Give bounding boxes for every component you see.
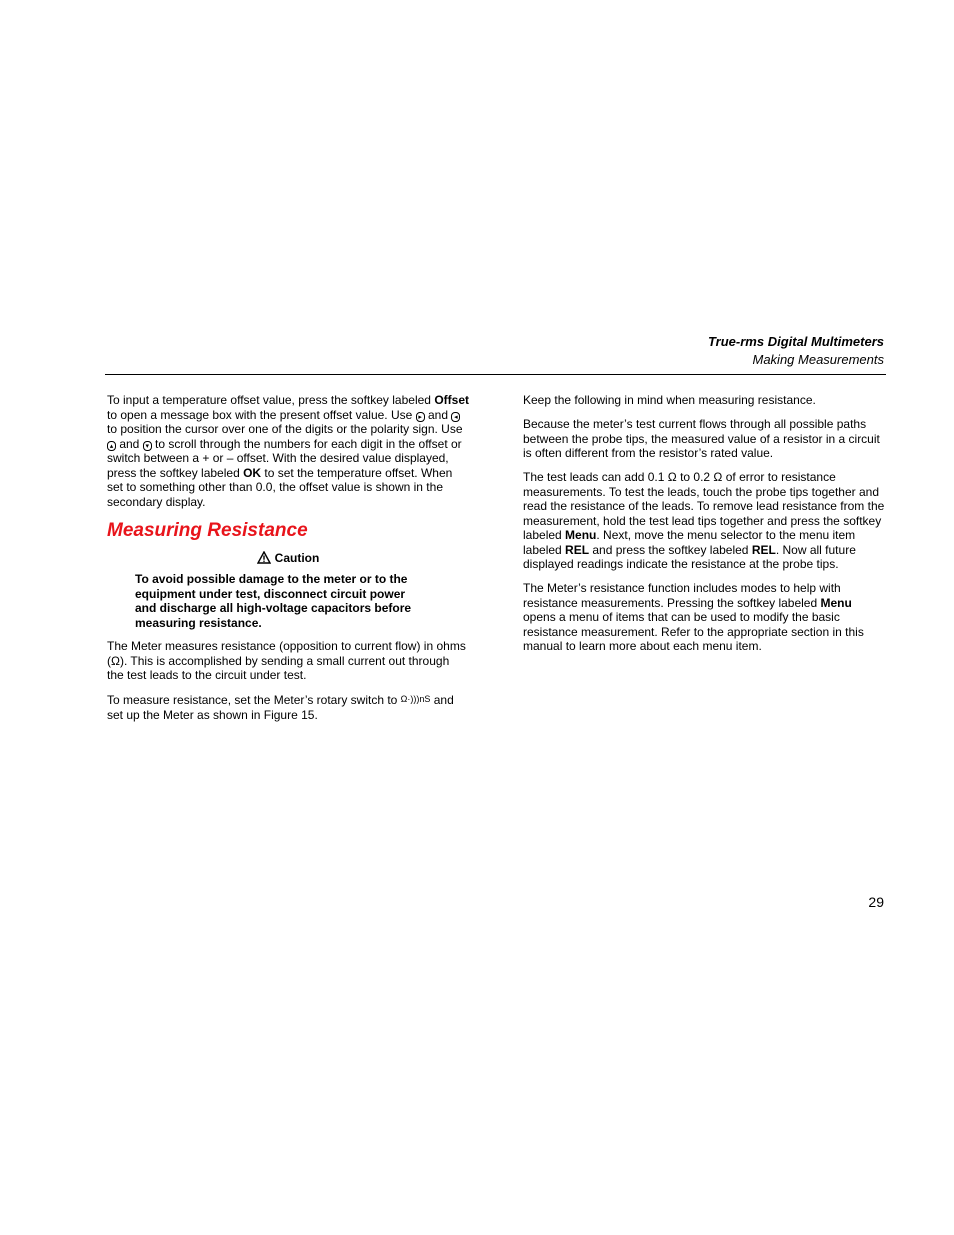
rotary-switch-paragraph: To measure resistance, set the Meter’s rotary switch to Ω·)))nS and set up the Meter as shown in Figure 15. bbox=[107, 693, 454, 722]
right-arrow-key-icon: ▸ bbox=[416, 412, 425, 422]
section-title: Measuring Resistance bbox=[107, 519, 308, 541]
test-current-paragraph: Because the meter’s test current flows through all possible paths between the probe tips, the measured value of a resistor in a circuit is often different from the resistor’s rated value. bbox=[523, 417, 880, 460]
offset-paragraph: To input a temperature offset value, press the softkey labeled Offset to open a message box with the present offset value. Use ▸ and ◂ to position the cursor over one of the digits or the polarity sign. Use ▴ and ▾ to scroll through the numbers for each digit in the offset or switch between a + or – offset. With the desired value displayed, press the softkey labeled OK to set the temperature offset. When set to something other than 0.0, the offset value is shown in the secondary display. bbox=[107, 393, 469, 509]
down-arrow-key-icon: ▾ bbox=[143, 441, 152, 451]
right-column bbox=[523, 393, 886, 663]
header-rule bbox=[105, 374, 886, 375]
left-arrow-key-icon: ◂ bbox=[451, 412, 460, 422]
resistance-intro-paragraph: The Meter measures resistance (opposition to current flow) in ohms (Ω). This is accomplished by sending a small current out through the test leads to the circuit under test. bbox=[107, 639, 466, 682]
offset-label: Offset bbox=[434, 393, 469, 407]
test-leads-paragraph: The test leads can add 0.1 Ω to 0.2 Ω of error to resistance measurements. To test the leads, touch the probe tips together and read the resistance of the leads. To remove lead resistance from the measurement, hold the test lead tips together and press the softkey labeled Menu. Next, move the menu selector to the menu item labeled REL and press the softkey labeled REL. Now all future displayed readings indicate the resistance at the probe tips. bbox=[523, 470, 885, 571]
left-column bbox=[107, 393, 469, 732]
ohms-continuity-symbol-icon: Ω·)))nS bbox=[400, 694, 431, 704]
ok-label: OK bbox=[243, 465, 262, 480]
header-title: True-rms Digital Multimeters bbox=[707, 334, 884, 349]
warning-triangle-icon bbox=[257, 551, 271, 564]
caution-label: Caution bbox=[274, 550, 320, 565]
caution-text: To avoid possible damage to the meter or to the equipment under test, disconnect circuit power and discharge all high-voltage capacitors before measuring resistance. bbox=[135, 572, 412, 630]
keep-in-mind-paragraph: Keep the following in mind when measuring resistance. bbox=[523, 393, 816, 407]
resistance-modes-paragraph: The Meter’s resistance function includes modes to help with resistance measurements. Pressing the softkey labeled Menu opens a menu of items that can be used to modify the basic resistance measurement. Refer to the appropriate section in this manual to learn more about each menu item. bbox=[523, 581, 864, 653]
caution-heading bbox=[107, 551, 469, 566]
running-header bbox=[708, 333, 884, 369]
page-number: 29 bbox=[868, 894, 884, 910]
up-arrow-key-icon: ▴ bbox=[107, 441, 116, 451]
header-subtitle: Making Measurements bbox=[752, 352, 884, 367]
